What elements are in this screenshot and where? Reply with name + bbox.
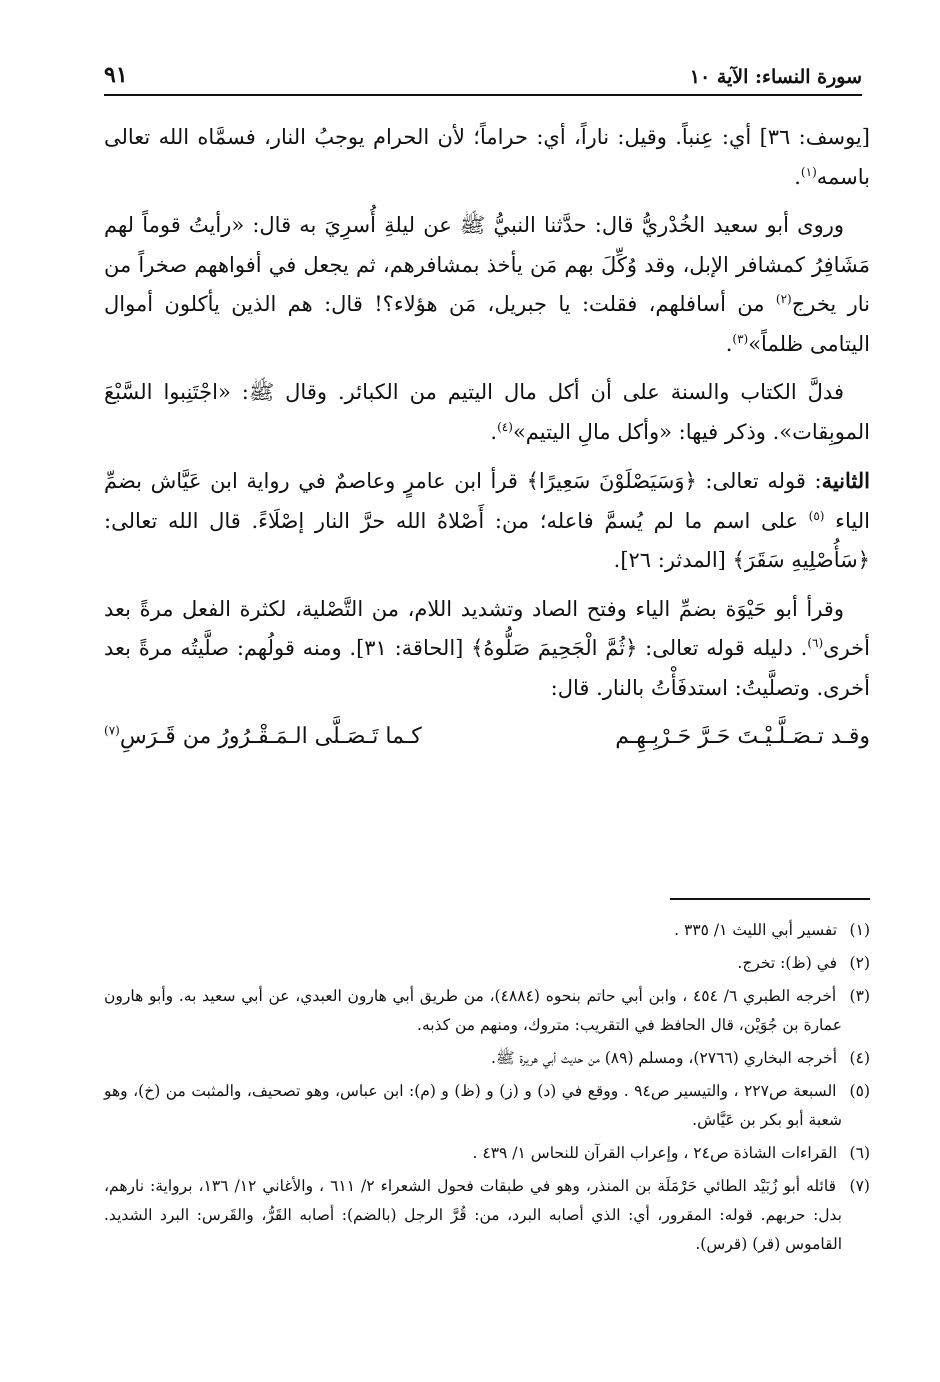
paragraph-2: [104, 206, 870, 364]
footnote-text: السبعة ص٢٢٧ ، والتيسير ص٩٤ . ووقع في (د) و (ز) و (ظ) و (م): ابن عباس، وهو تصحيف، والمثبت من (خ)، وهو شعبة أبو بكر بن عَيَّاش.: [104, 1082, 842, 1129]
footnote-number: (٣): [849, 987, 870, 1005]
page-header: [104, 56, 862, 96]
footnote: [104, 1077, 870, 1135]
running-title: سورة النساء: الآية ١٠: [689, 66, 862, 88]
footnote-text: قائله أبو زُبَيْد الطائي حَرْمَلَة بن المنذر، وهو في طبقات فحول الشعراء ٢/ ٦١١ ، والأغاني ١٢/ ١٣٦، برواية: نارهم، بدل: حربهم. قوله: المقرور، أي: الذي أصابه البرد، من: قُرَّ الرجل (بالضم): أصابه القَرُّ، والقَرس: البرد الشديد. القاموس (قر) (قرس).: [104, 1177, 842, 1253]
footnote-text: تفسير أبي الليث ١/ ٣٣٥ .: [674, 921, 838, 939]
footnote-ref: (٣): [732, 331, 749, 346]
paragraph-5: [104, 590, 870, 709]
footnote-number: (٤): [849, 1049, 870, 1067]
page-number: ٩١: [104, 62, 128, 88]
footnote-number: (٥): [849, 1082, 870, 1100]
footnote-number: (٢): [849, 954, 870, 972]
paragraph-4: [104, 461, 870, 581]
paragraph-text: وروى أبو سعيد الخُدْريُّ قال: حدَّثنا النبيُّ ﷺ عن ليلةِ أُسرِيَ به قال: «رأيتُ قوماً لهم مَشَافِرُ كمشافر الإبل، وقد وُكِّلَ بهم مَن يأخذ بمشافرهم، ثم يجعل في أفواههم صخراً من نار يخرج: [104, 213, 870, 316]
footnote-ref: (١): [800, 164, 817, 179]
paragraph-text: [يوسف: ٣٦] أي: عِنباً. وقيل: ناراً، أي: حراماً؛ لأن الحرام يوجبُ النار، فسمَّاه الله تعالى باسمه: [104, 125, 870, 189]
footnote-ref: (٥): [808, 508, 825, 523]
verse-second-hemistich: كـما تَـصَـلَّى الـمَـقْـرُورُ من قَـرَسِ: [119, 724, 422, 749]
footnote-number: (٧): [849, 1177, 870, 1195]
paragraph-end: .: [794, 164, 801, 189]
footnote-number: (١): [849, 921, 870, 939]
paragraph-text: : قوله تعالى: ﴿وَسَيَصْلَوْنَ سَعِيرًا﴾ قرأ ابن عامرٍ وعاصمٌ في رواية ابن عَيَّاش بضمِّ الياء: [104, 469, 870, 533]
poetry-verse: [104, 717, 870, 757]
footnote: [104, 949, 870, 978]
footnotes: [104, 916, 870, 1263]
verse-first-hemistich: وقـد تـصَـلَّـيْـتَ حَـرَّ حَـرْبِـهِـم: [615, 724, 870, 749]
paragraph-text: وقرأ أبو حَيْوَة بضمِّ الياء وفتح الصاد وتشديد اللام، من التَّصْلية، لكثرة الفعل مرةً بعد أخرى: [104, 596, 870, 660]
footnote-text: أخرجه البخاري (٢٧٦٦)، ومسلم (٨٩) من حديث أبي هريرة ﷺ.: [490, 1049, 838, 1067]
footnote-separator: [670, 898, 870, 900]
paragraph-end: .: [490, 419, 498, 444]
paragraph-text: . دليله قوله تعالى: ﴿ثُمَّ الْجَحِيمَ صَلُّوهُ﴾ [الحاقة: ٣١]. ومنه قولُهم: صلَّيتُه مرةً بعد أخرى. وتصلَّيتُ: استدفَأْتُ بالنار. قال:: [104, 636, 870, 700]
footnote-ref: (٢): [775, 292, 792, 306]
paragraph-3: [104, 373, 870, 452]
footnote-ref: (٤): [497, 419, 513, 434]
footnote-number: (٦): [849, 1144, 870, 1162]
section-lead: الثانية: [821, 468, 870, 493]
footnote-text: أخرجه الطبري ٦/ ٤٥٤ ، وابن أبي حاتم بنحوه (٤٨٨٤)، من طريق أبي هارون العبدي، عن أبي سعيد به. وأبو هارون عمارة بن جُوَيْن، قال الحافظ في التقريب: متروك، ومنهم من كذبه.: [104, 987, 842, 1034]
footnote-text: في (ظ): تخرج.: [737, 954, 838, 972]
verse-second-hemistich-wrap: [104, 717, 422, 757]
footnote-ref: (٦): [807, 636, 824, 650]
footnote-ref: (٧): [104, 723, 120, 738]
paragraph-text: فدلَّ الكتاب والسنة على أن أكل مال اليتيم من الكبائر. وقال ﷺ: «اجْتَنِبوا السَّبْعَ الموبِقات». وذكر فيها: «وأكل مالِ اليتيم»: [104, 380, 870, 444]
footnote: [104, 1139, 870, 1168]
paragraph-end: .: [725, 331, 733, 356]
paragraph-1: [104, 118, 870, 197]
main-text: [104, 118, 870, 757]
footnote: [104, 916, 870, 945]
footnote: [104, 1172, 870, 1259]
paragraph-text: من أسافلهم، فقلت: يا جبريل، مَن هؤلاء؟! قال: هم الذين يأكلون أموال اليتامى ظلماً»: [104, 292, 870, 356]
footnote: [104, 1044, 870, 1073]
paragraph-text: على اسم ما لم يُسمَّ فاعله؛ من: أَصْلاهُ الله حرَّ النار إصْلَاءً. قال الله تعالى: ﴿سَأُصْلِيهِ سَقَرَ﴾ [المدثر: ٢٦].: [104, 508, 870, 572]
footnote: [104, 982, 870, 1040]
footnote-text: القراءات الشاذة ص٢٤ ، وإعراب القرآن للنحاس ١/ ٤٣٩ .: [472, 1144, 838, 1162]
